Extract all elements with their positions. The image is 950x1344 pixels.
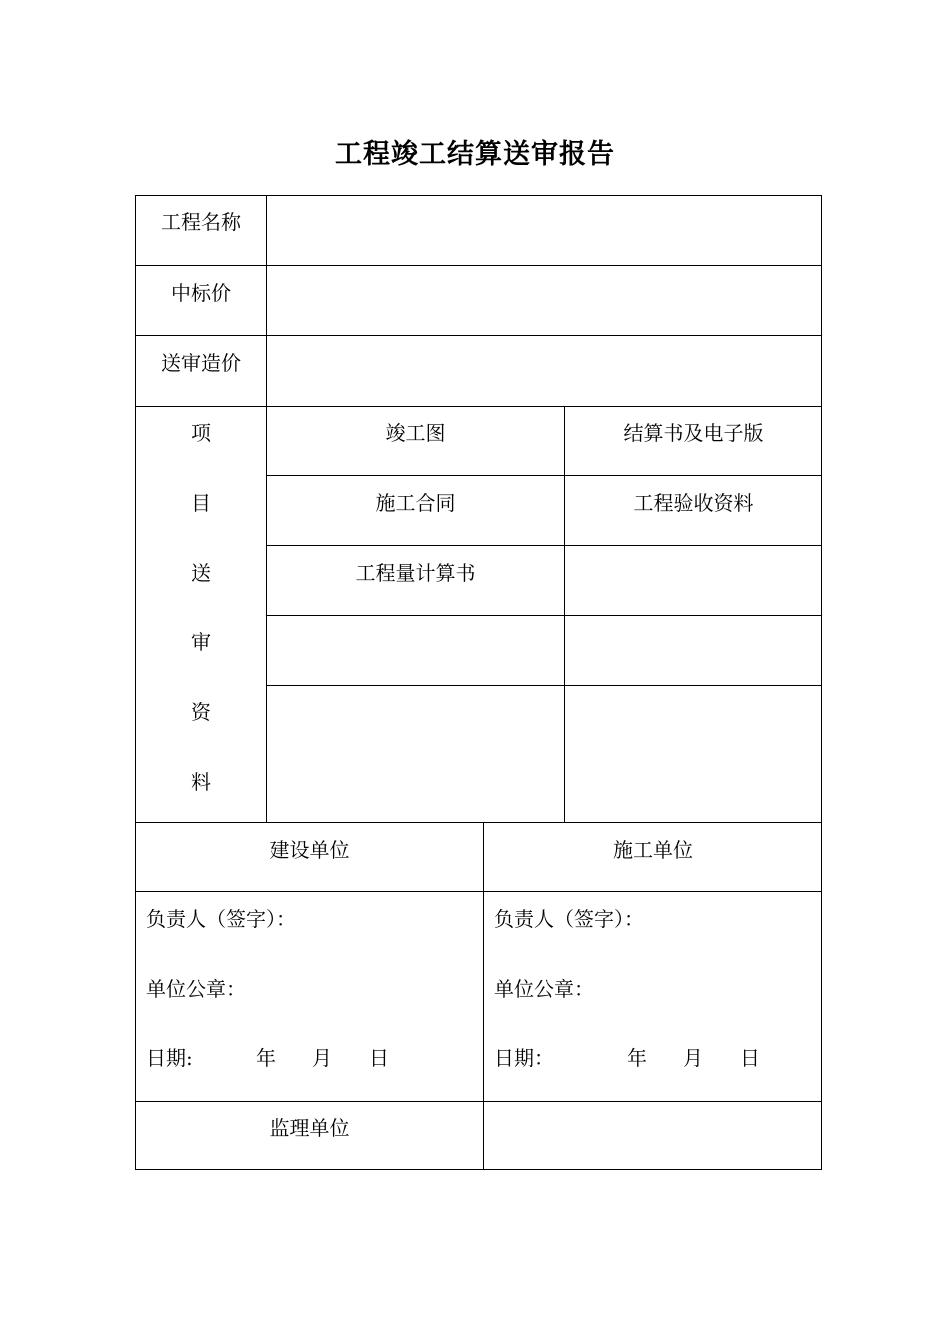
material-construction-contract: 施工合同 xyxy=(375,491,456,515)
construction-date-day: 日 xyxy=(369,1046,389,1070)
construction-date-month: 月 xyxy=(312,1046,332,1070)
material-settlement-document: 结算书及电子版 xyxy=(623,421,764,445)
row-divider xyxy=(135,406,822,407)
builder-date-day: 日 xyxy=(740,1046,760,1070)
builder-seal-label: 单位公章： xyxy=(494,977,594,1001)
construction-date-label: 日期: xyxy=(146,1046,193,1070)
bid-price-label: 中标价 xyxy=(171,281,231,305)
row-divider xyxy=(135,822,822,823)
row-divider xyxy=(266,545,822,546)
materials-section-char: 项 xyxy=(191,421,211,445)
submitted-cost-field[interactable] xyxy=(267,336,821,406)
submitted-cost-label: 送审造价 xyxy=(161,351,241,375)
builder-date-month: 月 xyxy=(683,1046,703,1070)
construction-responsible-label: 负责人（签字）： xyxy=(146,907,296,931)
supervision-unit-field[interactable] xyxy=(484,1102,821,1169)
construction-unit-header: 建设单位 xyxy=(269,838,350,862)
column-divider xyxy=(564,406,565,823)
project-name-label: 工程名称 xyxy=(161,210,241,234)
row-divider xyxy=(135,891,822,892)
materials-section-char: 资 xyxy=(191,700,211,724)
builder-date-label: 日期： xyxy=(494,1046,554,1070)
row-divider xyxy=(266,685,822,686)
builder-responsible-label: 负责人（签字）： xyxy=(494,907,644,931)
materials-section-char: 审 xyxy=(191,630,211,654)
builder-date-year: 年 xyxy=(627,1046,647,1070)
material-acceptance-documents: 工程验收资料 xyxy=(633,491,754,515)
bid-price-field[interactable] xyxy=(267,266,821,335)
row-divider xyxy=(266,615,822,616)
builder-unit-header: 施工单位 xyxy=(613,838,693,862)
construction-seal-label: 单位公章： xyxy=(146,977,246,1001)
project-name-field[interactable] xyxy=(267,196,821,265)
material-quantity-calculation: 工程量计算书 xyxy=(355,561,476,585)
materials-section-char: 料 xyxy=(191,770,211,794)
supervision-unit-label: 监理单位 xyxy=(269,1116,350,1140)
page-title: 工程竣工结算送审报告 xyxy=(335,139,615,170)
materials-section-char: 目 xyxy=(191,491,211,515)
construction-date-year: 年 xyxy=(256,1046,276,1070)
row-divider xyxy=(266,475,822,476)
material-as-built-drawings: 竣工图 xyxy=(385,421,446,445)
materials-section-char: 送 xyxy=(191,561,211,585)
